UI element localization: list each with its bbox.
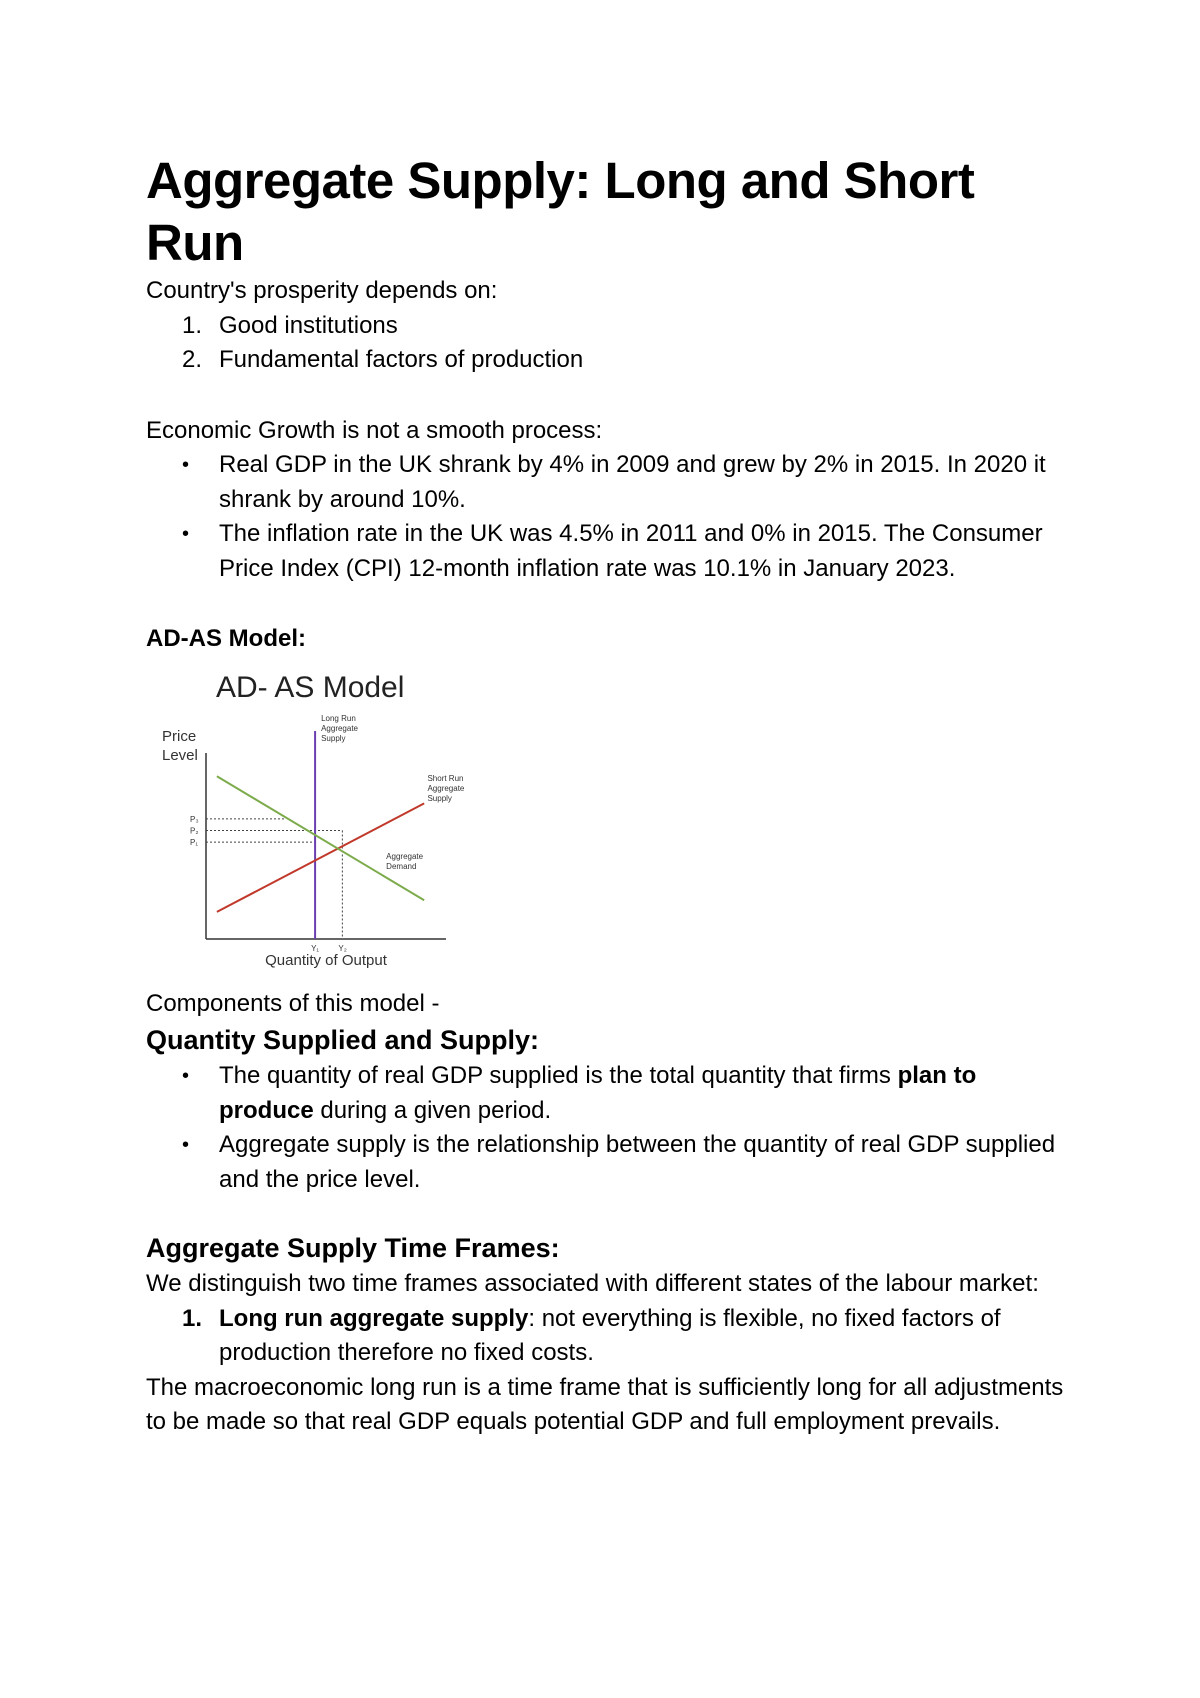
bold-phrase: plan to produce [219,1062,977,1124]
document-content [146,150,1066,1440]
list-item [146,1059,1066,1128]
x-axis-label: Quantity of Output [265,951,387,969]
prosperity-list [146,309,1066,378]
list-item [146,343,1066,378]
y-tick-label: P₂ [190,826,199,835]
time-frames-heading: Aggregate Supply Time Frames: [146,1233,560,1263]
y-tick-label: P₁ [190,837,199,847]
series-label: Long Run Aggregate Supply [321,713,359,743]
intro-text: Country's prosperity depends on: [146,277,498,304]
series-label: Aggregate Demand [386,851,424,871]
list-item [146,448,1066,517]
list-item-text: The inflation rate in the UK was 4.5% in 2011 and 0% in 2015. The Consumer Price Index (CPI) 12-month inflation rate was 10.1% in January 2023. [219,520,1043,582]
y-tick-label: P₃ [190,814,199,824]
list-item [146,517,1066,586]
bullet-icon: • [182,454,190,476]
list-item [146,1302,1066,1371]
bullet-icon: • [182,523,190,545]
list-number: 2. [182,346,203,373]
time-frames-list [146,1302,1066,1371]
list-item [146,1128,1066,1197]
bullet-icon: • [182,1134,190,1156]
long-run-paragraph: The macroeconomic long run is a time frame that is sufficiently long for all adjustments to be made so that real GDP equals potential GDP and full employment prevails. [146,1373,1064,1435]
series-label: Short Run Aggregate Supply [427,773,465,803]
x-tick-label: Y₂ [338,943,347,953]
series-line [217,776,424,900]
list-item-text: Real GDP in the UK shrank by 4% in 2009 and grew by 2% in 2015. In 2020 it shrank by around 10%. [219,451,1046,513]
growth-heading: Economic Growth is not a smooth process: [146,416,603,444]
bold-term: Long run aggregate supply [219,1304,529,1332]
chart-svg [146,663,494,973]
supply-list [146,1059,1066,1197]
term-definition: : not everything is flexible, no fixed factors of production therefore no fixed costs. [219,1304,1001,1366]
list-item-text: Aggregate supply is the relationship between the quantity of real GDP supplied and the price level. [219,1131,1056,1193]
bullet-icon: • [182,1065,190,1087]
quantity-supplied-heading: Quantity Supplied and Supply: [146,1025,540,1055]
page-title: Aggregate Supply: Long and Short Run [146,152,975,271]
list-item-text: Good institutions [219,311,398,339]
model-label: AD-AS Model: [146,625,306,652]
x-tick-label: Y₁ [311,943,320,953]
ad-as-chart [146,663,494,973]
time-frames-intro: We distinguish two time frames associated with different states of the labour market: [146,1270,1039,1297]
chart-title: AD- AS Model [216,670,405,704]
list-item [146,309,1066,344]
components-text: Components of this model - [146,989,440,1017]
y-axis-label: Price Level [162,727,198,764]
text-before-bold: The quantity of real GDP supplied is the total quantity that firms [219,1062,898,1089]
list-number: 1. [182,311,203,339]
list-item-text: Fundamental factors of production [219,346,584,373]
growth-list [146,448,1066,586]
list-number: 1. [182,1304,203,1332]
text-after-bold: during a given period. [313,1096,552,1124]
